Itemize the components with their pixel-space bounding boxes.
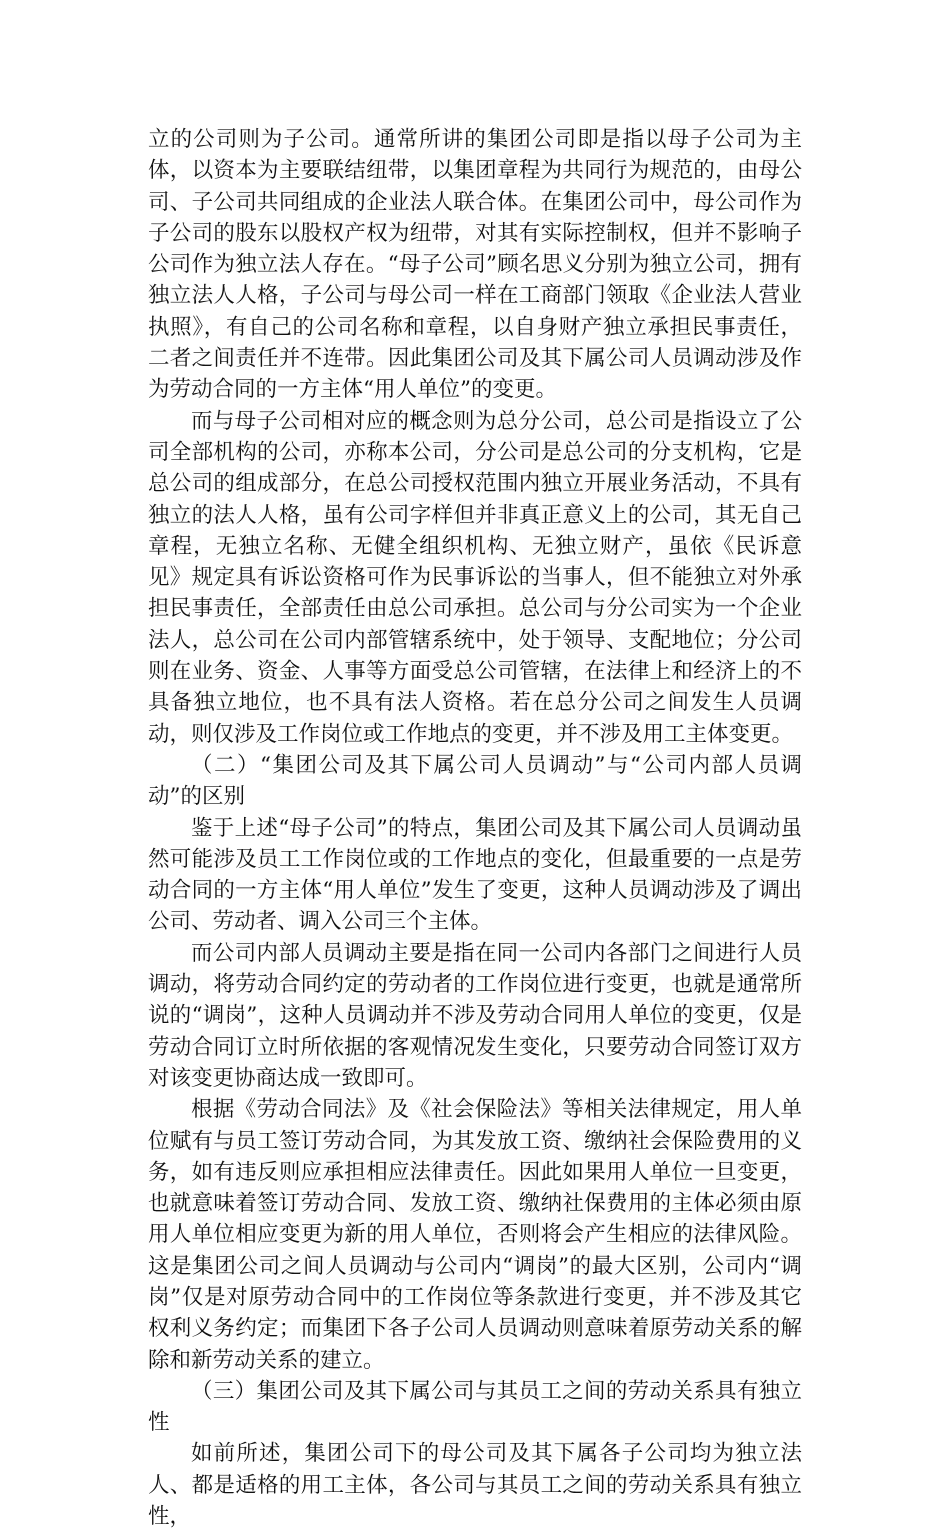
document-page [148,124,802,1532]
body-paragraph-6: 如前所述，集团公司下的母公司及其下属各子公司均为独立法人、都是适格的用工主体，各公司与其员工之间的劳动关系具有独立性， [148,1441,802,1530]
body-paragraph-5: 根据《劳动合同法》及《社会保险法》等相关法律规定，用人单位赋有与员工签订劳动合同，为其发放工资、缴纳社会保险费用的义务，如有违反则应承担相应法律责任。因此如果用人单位一旦变更，也就意味着签订劳动合同、发放工资、缴纳社保费用的主体必须由原用人单位相应变更为新的用人单位，否则将会产生相应的法律风险。这是集团公司之间人员调动与公司内“调岗”的最大区别，公司内“调岗”仅是对原劳动合同中的工作岗位等条款进行变更，并不涉及其它权利义务约定；而集团下各子公司人员调动则意味着原劳动关系的解除和新劳动关系的建立。 [148,1097,802,1373]
body-paragraph-2: 而与母子公司相对应的概念则为总分公司，总公司是指设立了公司全部机构的公司，亦称本公司，分公司是总公司的分支机构，它是总公司的组成部分，在总公司授权范围内独立开展业务活动，不具有独立的法人人格，虽有公司字样但并非真正意义上的公司，其无自己章程，无独立名称、无健全组织机构、无独立财产，虽依《民诉意见》规定具有诉讼资格可作为民事诉讼的当事人，但不能独立对外承担民事责任，全部责任由总公司承担。总公司与分公司实为一个企业法人，总公司在公司内部管辖系统中，处于领导、支配地位；分公司则在业务、资金、人事等方面受总公司管辖，在法律上和经济上的不具备独立地位，也不具有法人资格。若在总分公司之间发生人员调动，则仅涉及工作岗位或工作地点的变更，并不涉及用工主体变更。 [148,408,802,747]
body-paragraph-1: 立的公司则为子公司。通常所讲的集团公司即是指以母子公司为主体，以资本为主要联结纽带，以集团章程为共同行为规范的，由母公司、子公司共同组成的企业法人联合体。在集团公司中，母公司作为子公司的股东以股权产权为纽带，对其有实际控制权，但并不影响子公司作为独立法人存在。“母子公司”顾名思义分别为独立公司，拥有独立法人人格，子公司与母公司一样在工商部门领取《企业法人营业执照》，有自己的公司名称和章程，以自身财产独立承担民事责任，二者之间责任并不连带。因此集团公司及其下属公司人员调动涉及作为劳动合同的一方主体“用人单位”的变更。 [148,127,802,403]
body-paragraph-4: 而公司内部人员调动主要是指在同一公司内各部门之间进行人员调动，将劳动合同约定的劳动者的工作岗位进行变更，也就是通常所说的“调岗”，这种人员调动并不涉及劳动合同用人单位的变更，仅是劳动合同订立时所依据的客观情况发生变化，只要劳动合同签订双方对该变更协商达成一致即可。 [148,940,802,1091]
section-heading-2: （二）“集团公司及其下属公司人员调动”与“公司内部人员调动”的区别 [148,752,802,810]
section-heading-3: （三）集团公司及其下属公司与其员工之间的劳动关系具有独立性 [148,1378,802,1436]
body-paragraph-3: 鉴于上述“母子公司”的特点，集团公司及其下属公司人员调动虽然可能涉及员工工作岗位或的工作地点的变化，但最重要的一点是劳动合同的一方主体“用人单位”发生了变更，这种人员调动涉及了调出公司、劳动者、调入公司三个主体。 [148,815,802,935]
